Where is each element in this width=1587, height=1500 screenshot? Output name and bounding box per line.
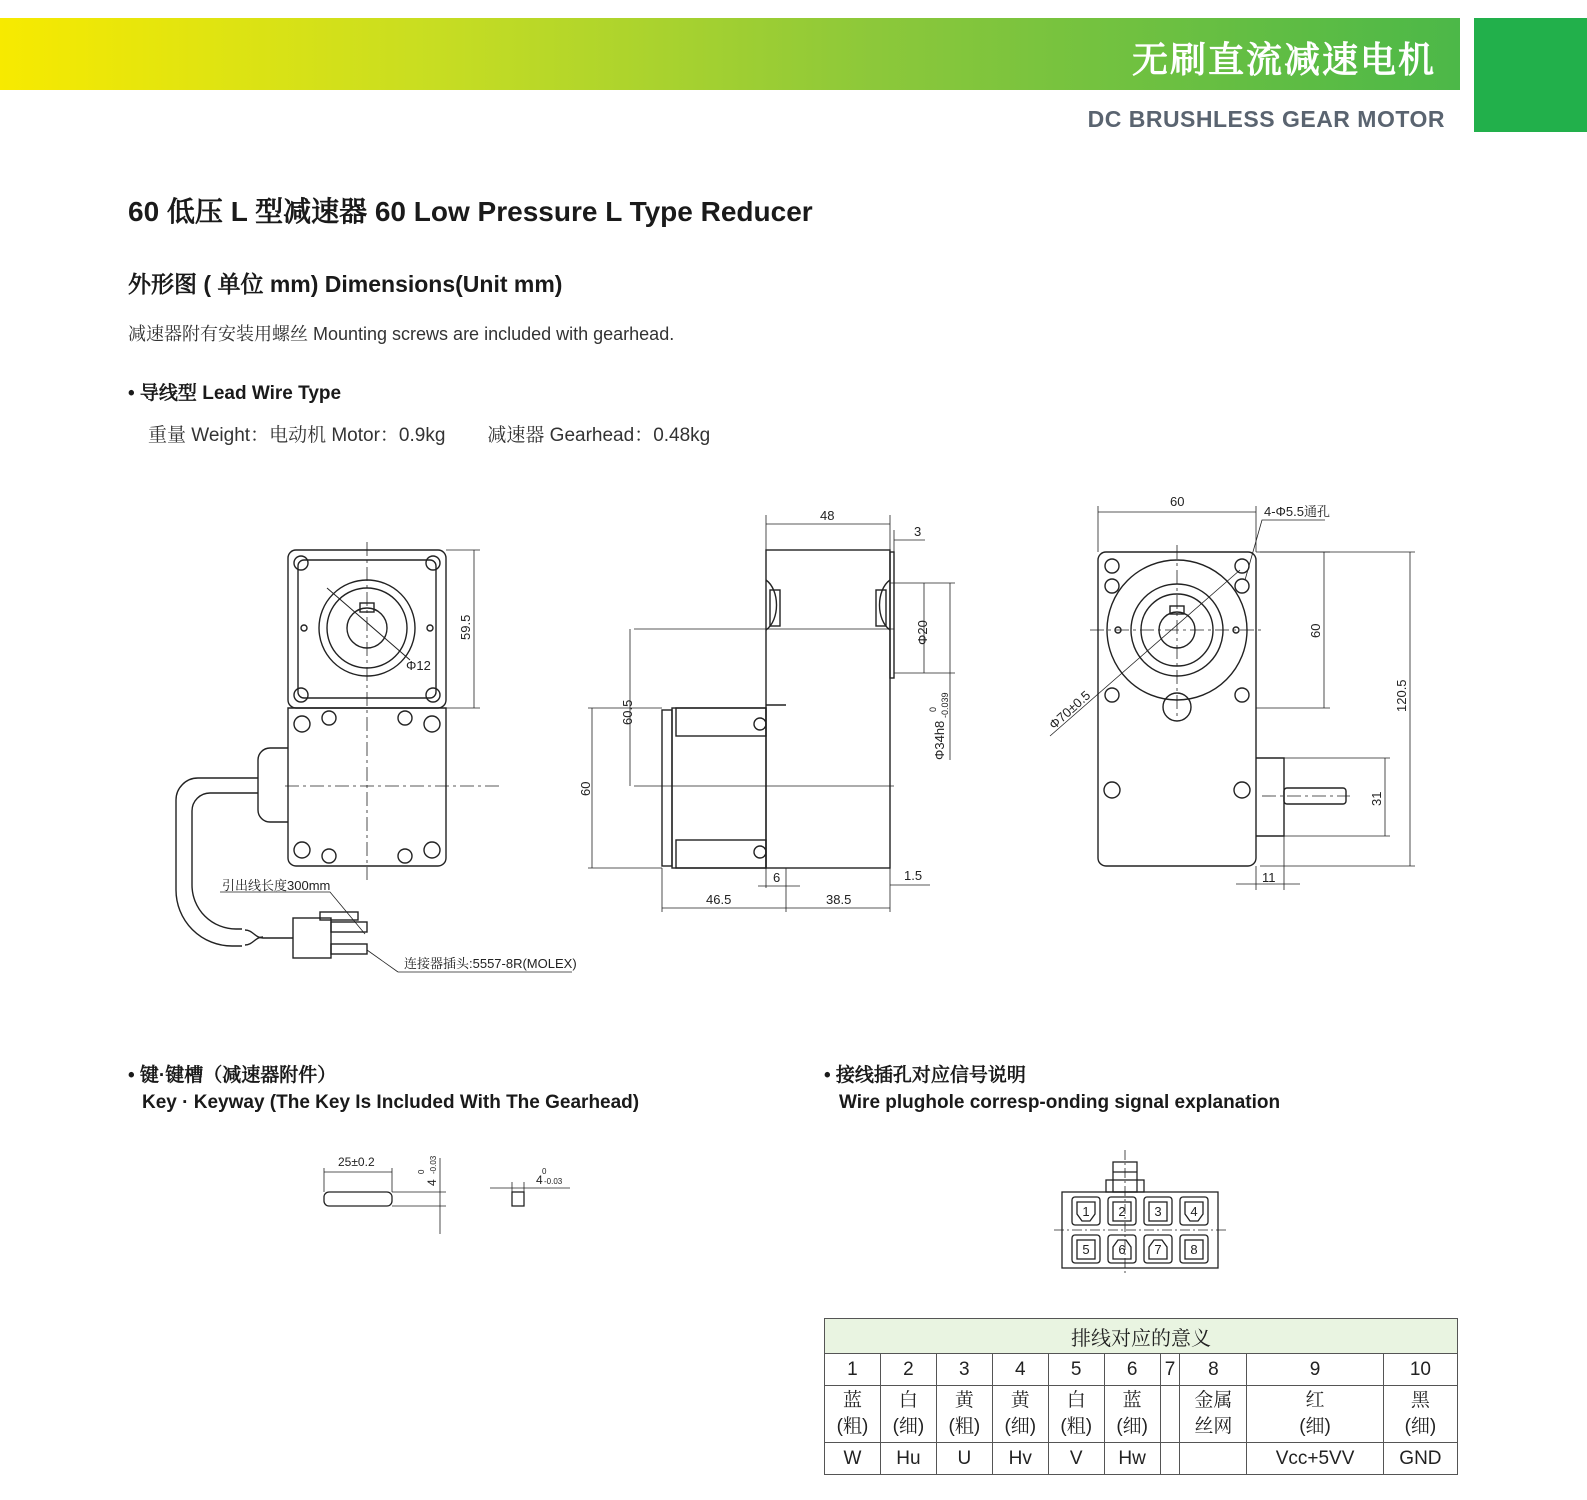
dim-phi20: Φ20 (915, 620, 930, 645)
table-row (825, 1443, 1458, 1475)
wire-title-en: Wire plughole corresp-onding signal explanation (839, 1092, 1281, 1113)
table-cell: 蓝 (粗) (825, 1386, 881, 1443)
dimensions-title: 外形图 ( 单位 mm) Dimensions(Unit mm) (128, 271, 563, 297)
holes-label: 4-Φ5.5通孔 (1264, 504, 1331, 519)
dim-phi70: Φ70±0.5 (1045, 687, 1094, 733)
pin-2: 2 (1118, 1204, 1126, 1219)
connector-drawing (1050, 1150, 1230, 1280)
table-cell: 金属 丝网 (1180, 1386, 1247, 1443)
dim-60-back: 60 (1308, 623, 1323, 638)
back-view (1050, 506, 1415, 890)
front-view (176, 542, 572, 972)
key-length: 25±0.2 (338, 1155, 375, 1169)
dim-60-5: 60.5 (620, 699, 635, 725)
wire-meaning-table (824, 1318, 1458, 1475)
dim-38-5: 38.5 (826, 892, 852, 907)
table-cell: 7 (1160, 1354, 1180, 1386)
table-cell: 红 (细) (1247, 1386, 1384, 1443)
table-cell (1160, 1386, 1180, 1443)
table-cell: Hw (1104, 1443, 1160, 1475)
table-cell: 9 (1247, 1354, 1384, 1386)
wire-title: • 接线插孔对应信号说明 (824, 1065, 1026, 1086)
dim-3: 3 (914, 524, 922, 539)
table-cell: 黄 (细) (992, 1386, 1048, 1443)
lead-length-label: 引出线长度300mm (222, 878, 331, 893)
table-caption: 排线对应的意义 (825, 1319, 1458, 1354)
dim-6: 6 (773, 870, 781, 885)
table-cell: GND (1383, 1443, 1457, 1475)
key-title: • 键·键槽（减速器附件） (128, 1065, 337, 1086)
table-cell: 2 (880, 1354, 936, 1386)
key-tol-top: 0 (417, 1169, 426, 1174)
table-cell: 白 (细) (880, 1386, 936, 1443)
table-cell: 5 (1048, 1354, 1104, 1386)
dim-11: 11 (1262, 870, 1276, 885)
key-title-en: Key · Keyway (The Key Is Included With The Gearhead) (142, 1092, 640, 1113)
key-drawing (300, 1150, 600, 1250)
table-cell: W (825, 1443, 881, 1475)
table-row (825, 1386, 1458, 1443)
table-cell: 6 (1104, 1354, 1160, 1386)
dim-46-5: 46.5 (706, 892, 732, 907)
motor-weight: 重量 Weight：电动机 Motor：0.9kg (148, 425, 446, 446)
table-cell (1180, 1443, 1247, 1475)
pin-4: 4 (1190, 1204, 1198, 1219)
table-cell: 1 (825, 1354, 881, 1386)
dim-phi34: Φ34h8 (932, 720, 947, 760)
pin-1: 1 (1082, 1204, 1090, 1219)
gearhead-weight: 减速器 Gearhead：0.48kg (487, 425, 711, 446)
dim-31: 31 (1369, 791, 1384, 806)
pin-6: 6 (1118, 1242, 1126, 1257)
table-cell: 蓝 (细) (1104, 1386, 1160, 1443)
side-view (588, 515, 955, 912)
section-title: 60 低压 L 型减速器 60 Low Pressure L Type Reducer (128, 196, 813, 227)
table-cell: Vcc+5VV (1247, 1443, 1384, 1475)
table-cell: 黄 (粗) (936, 1386, 992, 1443)
dim-phi12: Φ12 (406, 658, 431, 673)
dim-1-5: 1.5 (904, 868, 923, 883)
table-cell: Hu (880, 1443, 936, 1475)
table-cell: 白 (粗) (1048, 1386, 1104, 1443)
screws-note: 减速器附有安装用螺丝 Mounting screws are included with gearhead. (128, 324, 675, 344)
header-title-en: DC BRUSHLESS GEAR MOTOR (1087, 106, 1445, 132)
key-tol-bot: -0.03 (429, 1155, 438, 1174)
keyway-width: 4 (536, 1173, 543, 1187)
table-cell: Hv (992, 1443, 1048, 1475)
dim-48: 48 (820, 508, 835, 523)
dim-59-5: 59.5 (458, 614, 473, 640)
dim-60-side: 60 (578, 781, 593, 796)
header-title-cn: 无刷直流减速电机 (1131, 39, 1436, 80)
table-cell: 8 (1180, 1354, 1247, 1386)
table-row (825, 1354, 1458, 1386)
dim-60-width: 60 (1170, 494, 1185, 509)
lead-wire-title: • 导线型 Lead Wire Type (128, 383, 342, 404)
pin-5: 5 (1082, 1242, 1090, 1257)
dim-phi34-tol-top: 0 (928, 706, 938, 712)
table-cell: V (1048, 1443, 1104, 1475)
table-cell (1160, 1443, 1180, 1475)
pin-7: 7 (1154, 1242, 1162, 1257)
keyway-tol-bot: -0.03 (544, 1177, 563, 1186)
table-cell: 黑 (细) (1383, 1386, 1457, 1443)
table-cell: U (936, 1443, 992, 1475)
pin-8: 8 (1190, 1242, 1198, 1257)
table-cell: 10 (1383, 1354, 1457, 1386)
dim-phi34-tol-bot: -0.039 (940, 692, 950, 718)
connector-label: 连接器插头:5557-8R(MOLEX) (404, 956, 577, 971)
key-width: 4 (425, 1179, 439, 1186)
table-cell: 4 (992, 1354, 1048, 1386)
table-cell: 3 (936, 1354, 992, 1386)
keyway-tol-top: 0 (542, 1167, 547, 1176)
dim-120-5: 120.5 (1394, 679, 1409, 712)
pin-3: 3 (1154, 1204, 1162, 1219)
